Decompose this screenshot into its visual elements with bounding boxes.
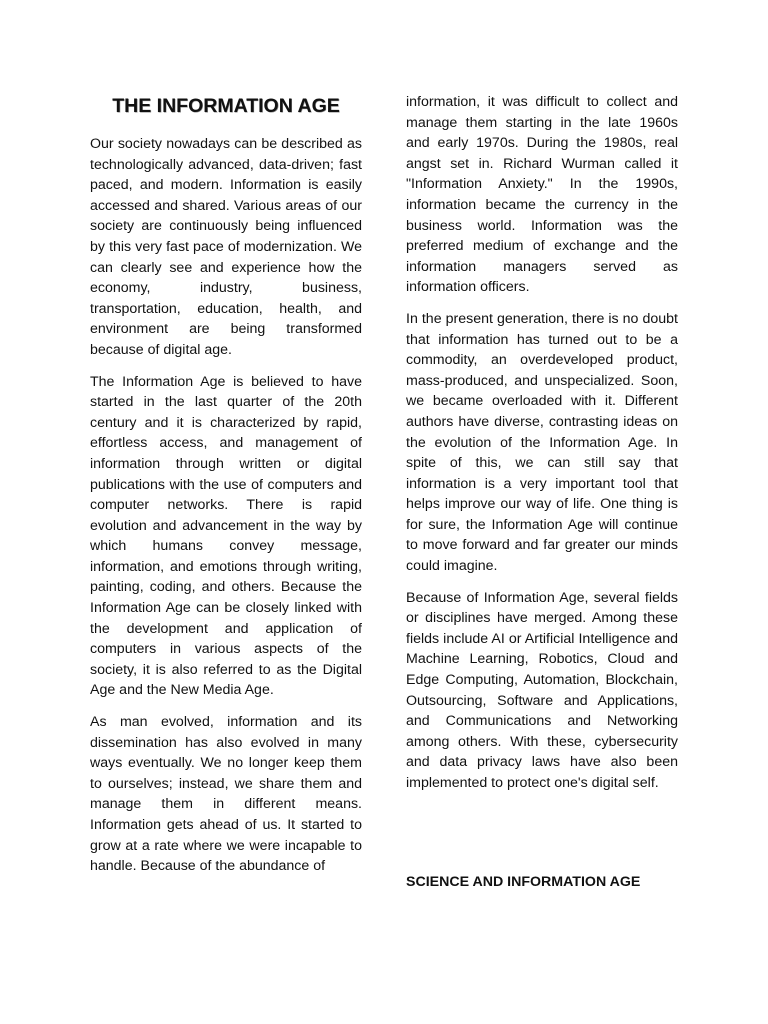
paragraph: Our society nowadays can be described as technologically advanced, data-driven; fast paced, and modern. Information is easily accessed and shared. Various areas of our society are continuously being influenced by this very fast pace of modernization. We can clearly see and experience how the economy, industry, business, transportation, education, health, and environment are being transformed because of digital age. bbox=[90, 136, 362, 358]
document-title: THE INFORMATION AGE bbox=[112, 95, 340, 117]
paragraph: The Information Age is believed to have started in the last quarter of the 20th century and it is characterized by rapid, effortless access, and management of information through written or digital publications with the use of computers and computer networks. There is rapid evolution and advancement in the way by which humans convey message, information, and emotions through writing, painting, coding, and others. Because the Information Age can be closely linked with the development and application of computers in various aspects of the society, it is also referred to as the Digital Age and the New Media Age. bbox=[90, 373, 362, 699]
paragraph: Because of Information Age, several fields or disciplines have merged. Among these fields include AI or Artificial Intelligence and Machine Learning, Robotics, Cloud and Edge Computing, Automation, Blockchain, Outsourcing, Software and Applications, and Communications and Networking among others. With these, cybersecurity and data privacy laws have also been implemented to protect one's digital self. bbox=[406, 589, 678, 791]
section-heading: SCIENCE AND INFORMATION AGE bbox=[406, 874, 641, 890]
paragraph: In the present generation, there is no doubt that information has turned out to be a commodity, an overdeveloped product, mass-produced, and unspecialized. Soon, we became overloaded with it. Different authors have diverse, contrasting ideas on the evolution of the Information Age. In spite of this, we can still say that information is a very important tool that helps improve our way of life. One thing is for sure, the Information Age will continue to move forward and far greater our minds could imagine. bbox=[406, 310, 678, 575]
paragraph: information, it was difficult to collect and manage them starting in the late 1960s and early 1970s. During the 1980s, real angst set in. Richard Wurman called it "Information Anxiety." In the 1990s, information became the currency in the business world. Information was the preferred medium of exchange and the information managers served as information officers. bbox=[406, 94, 678, 296]
right-column bbox=[406, 92, 678, 805]
left-column bbox=[90, 92, 362, 888]
paragraph: As man evolved, information and its dissemination has also evolved in many ways eventually. We no longer keep them to ourselves; instead, we share them and manage them in different means. Information gets ahead of us. It started to grow at a rate where we were incapable to handle. Because of the abundance of bbox=[90, 714, 362, 875]
